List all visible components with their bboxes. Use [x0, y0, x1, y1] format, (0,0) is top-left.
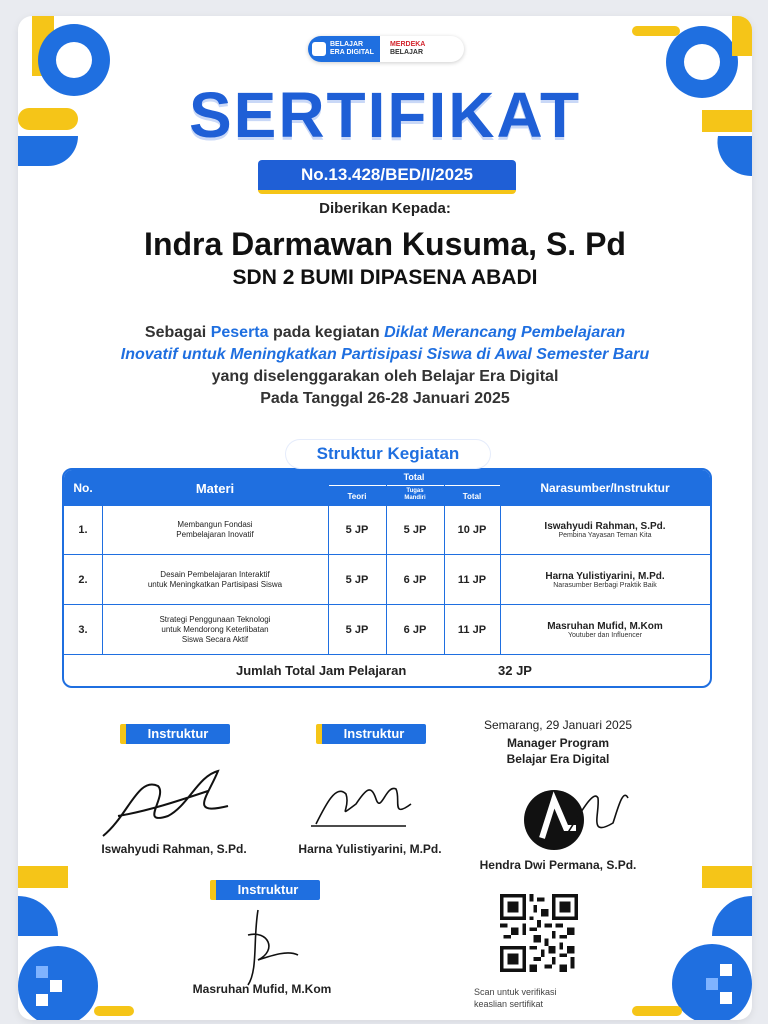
- recipient-name: Indra Darmawan Kusuma, S. Pd: [144, 226, 626, 262]
- row-narasumber: [500, 506, 710, 554]
- row-materi-line: Desain Pembelajaran Interaktif: [160, 569, 270, 579]
- date-line: [18, 388, 752, 410]
- belajar-era-digital-logo: [308, 36, 380, 62]
- row-materi-line: Membangun Fondasi: [177, 520, 253, 529]
- certificate-title: SERTIFIKAT: [188, 79, 582, 151]
- row-materi-line: untuk Meningkatkan Partisipasi Siswa: [147, 579, 283, 589]
- certificate-number-text: No.13.428/BED/I/2025: [301, 165, 473, 184]
- event-name-line1: Diklat Merancang Pembelajaran: [384, 324, 626, 341]
- header-teori: Teori: [347, 491, 367, 501]
- row-materi-line: Pembelajaran Inovatif: [176, 530, 254, 539]
- badge-left-line2: ERA DIGITAL: [330, 49, 374, 56]
- row-materi: [102, 555, 328, 604]
- event-name-line2: Inovatif untuk Meningkatkan Partisipasi Siswa di Awal Semester Baru: [120, 346, 650, 363]
- table-header: [64, 470, 710, 506]
- signature-2: [306, 764, 426, 834]
- recipient-school: SDN 2 BUMI DIPASENA ABADI: [232, 266, 538, 289]
- row-no: 1.: [78, 524, 88, 536]
- instructor-1-name: Iswahyudi Rahman, S.Pd.: [101, 842, 247, 856]
- narasumber-name: Masruhan Mufid, M.Kom: [547, 620, 663, 632]
- narasumber-name: Iswahyudi Rahman, S.Pd.: [544, 521, 666, 532]
- row-materi-line: Strategi Penggunaan Teknologi: [159, 614, 271, 624]
- narasumber-name: Harna Yulistiyarini, M.Pd.: [545, 570, 665, 582]
- bed-logo-icon: [312, 42, 326, 56]
- merdeka-belajar-logo: [380, 41, 425, 57]
- header-total: Total: [462, 491, 482, 501]
- manager-name: Hendra Dwi Permana, S.Pd.: [479, 858, 637, 872]
- signature-1: [98, 756, 238, 846]
- total-row: [64, 655, 710, 686]
- row-narasumber: [500, 605, 710, 654]
- manager-title-line1: Manager Program: [506, 736, 610, 750]
- row-no: 2.: [78, 573, 88, 586]
- row-total: 11 JP: [457, 573, 487, 586]
- badge-right-line2: BELAJAR: [389, 49, 424, 56]
- instructor-2-name: Harna Yulistiyarini, M.Pd.: [298, 842, 442, 856]
- narasumber-role: Youtuber dan Influencer: [567, 631, 643, 639]
- row-materi: [102, 605, 328, 654]
- row-total: 11 JP: [457, 623, 487, 636]
- row-materi: [102, 506, 328, 554]
- corner-ornament-bottom-left: [18, 866, 138, 1020]
- certificate: [18, 16, 752, 1020]
- total-label: Jumlah Total Jam Pelajaran: [236, 663, 407, 678]
- header-narasumber: Narasumber/Instruktur: [540, 481, 670, 495]
- qr-caption: [474, 986, 614, 1010]
- row-mandiri: 6 JP: [403, 623, 427, 636]
- qr-caption-line1: Scan untuk verifikasi: [474, 987, 557, 997]
- row-no: 3.: [78, 623, 88, 636]
- row-mandiri: 6 JP: [403, 573, 427, 586]
- description: [18, 322, 752, 410]
- description-line1: [18, 322, 752, 344]
- row-teori: 5 JP: [345, 524, 369, 536]
- instructor-3-name: Masruhan Mufid, M.Kom: [192, 982, 332, 996]
- organizer-line: yang diselenggarakan oleh Belajar Era Digital: [211, 368, 559, 385]
- badge-right-line1: MERDEKA: [389, 41, 426, 48]
- row-teori: 5 JP: [345, 623, 369, 636]
- instructor-label-2: Instruktur: [316, 724, 426, 744]
- program-badge: [308, 36, 464, 62]
- row-narasumber: [500, 555, 710, 604]
- header-total-group: Total: [403, 472, 425, 482]
- given-label: Diberikan Kepada:: [319, 200, 451, 217]
- header-no: No.: [73, 481, 93, 495]
- narasumber-role: Narasumber Berbagi Praktik Baik: [553, 581, 657, 589]
- event-date: 26-28 Januari 2025: [367, 390, 510, 407]
- total-value: 32 JP: [498, 663, 532, 678]
- manager-title-line2: Belajar Era Digital: [506, 752, 610, 766]
- description-middle: pada kegiatan: [268, 324, 385, 341]
- description-role: Peserta: [210, 324, 269, 341]
- manager-stamp-signature: [518, 778, 638, 858]
- row-materi-line: Siswa Secara Aktif: [181, 634, 249, 644]
- header-mandiri: Tugas Mandiri: [404, 488, 426, 501]
- date-prefix: Pada Tanggal: [260, 390, 368, 407]
- instructor-label-1: Instruktur: [120, 724, 230, 744]
- place-date: Semarang, 29 Januari 2025: [483, 718, 633, 732]
- certificate-number: [258, 160, 516, 194]
- signature-3: [228, 900, 318, 990]
- header-materi: Materi: [195, 480, 235, 496]
- description-prefix: Sebagai: [144, 324, 211, 341]
- structure-title: Struktur Kegiatan: [286, 440, 490, 468]
- row-materi-line: untuk Mendorong Keterlibatan: [161, 624, 269, 634]
- badge-left-line1: BELAJAR: [330, 41, 364, 48]
- structure-table: [62, 468, 712, 688]
- row-teori: 5 JP: [345, 573, 369, 586]
- instructor-label-3: Instruktur: [210, 880, 320, 900]
- row-mandiri: 5 JP: [403, 524, 427, 536]
- narasumber-role: Pembina Yayasan Teman Kita: [558, 532, 652, 539]
- qr-code-icon: [500, 894, 578, 972]
- row-total: 10 JP: [457, 524, 487, 536]
- corner-ornament-bottom-right: [632, 866, 752, 1020]
- qr-caption-line2: keaslian sertifikat: [474, 999, 544, 1009]
